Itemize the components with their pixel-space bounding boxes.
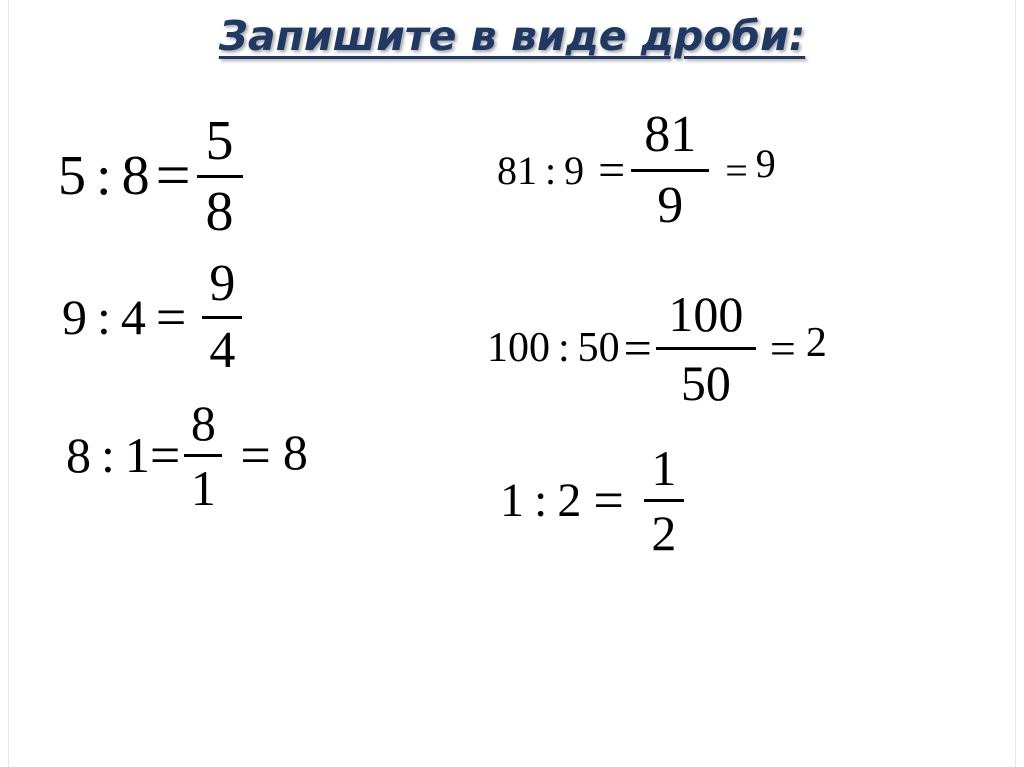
equation-5 [487, 283, 827, 413]
numerator: 8 [190, 394, 216, 451]
equation-1 [58, 108, 243, 244]
dividend: 9 [62, 289, 87, 345]
result-equals-sign: = [725, 147, 748, 193]
equals-sign: = [623, 320, 652, 376]
dividend: 81 [497, 147, 537, 193]
equals-sign: = [155, 287, 187, 347]
equation-2 [62, 255, 242, 379]
numerator: 100 [668, 285, 744, 342]
equation-3 [66, 392, 308, 518]
numerator: 81 [644, 105, 697, 163]
divisor: 50 [577, 325, 620, 371]
result: 9 [755, 140, 776, 186]
frame-line-right [1015, 0, 1016, 767]
fraction [202, 254, 242, 379]
denominator: 8 [205, 180, 234, 243]
divisor: 4 [120, 289, 146, 345]
fraction [631, 105, 709, 234]
equation-4 [497, 100, 776, 240]
divisor: 1 [124, 427, 150, 483]
fraction [197, 109, 243, 243]
colon-sign: : [101, 427, 115, 483]
result-equals-sign: = [769, 322, 796, 374]
fraction [644, 439, 684, 561]
fraction [656, 285, 756, 411]
dividend: 1 [500, 473, 524, 527]
frame-line-left [8, 0, 9, 767]
equals-sign: = [598, 143, 626, 197]
numerator: 1 [651, 439, 677, 496]
colon-sign: : [96, 145, 112, 207]
colon-sign: : [558, 325, 570, 371]
equals-sign: = [149, 425, 181, 485]
divisor: 2 [557, 473, 582, 527]
equals-sign: = [593, 470, 624, 530]
dividend: 8 [66, 427, 91, 483]
denominator: 1 [190, 459, 216, 516]
result: 8 [282, 424, 308, 480]
dividend: 5 [58, 145, 86, 207]
result-equals-sign: = [240, 425, 271, 485]
colon-sign: : [545, 147, 557, 193]
numerator: 9 [209, 254, 236, 312]
equals-sign: = [155, 141, 191, 210]
equation-6 [500, 436, 684, 564]
slide-title: Запишите в виде дроби: [218, 12, 806, 60]
result: 2 [805, 320, 827, 366]
divisor: 8 [121, 145, 150, 207]
divisor: 9 [564, 147, 585, 193]
numerator: 5 [205, 109, 234, 172]
denominator: 2 [651, 504, 677, 561]
denominator: 9 [657, 176, 684, 234]
denominator: 4 [209, 321, 236, 379]
dividend: 100 [487, 325, 550, 371]
denominator: 50 [680, 354, 731, 411]
colon-sign: : [97, 289, 111, 345]
colon-sign: : [534, 473, 548, 527]
fraction [184, 394, 222, 516]
